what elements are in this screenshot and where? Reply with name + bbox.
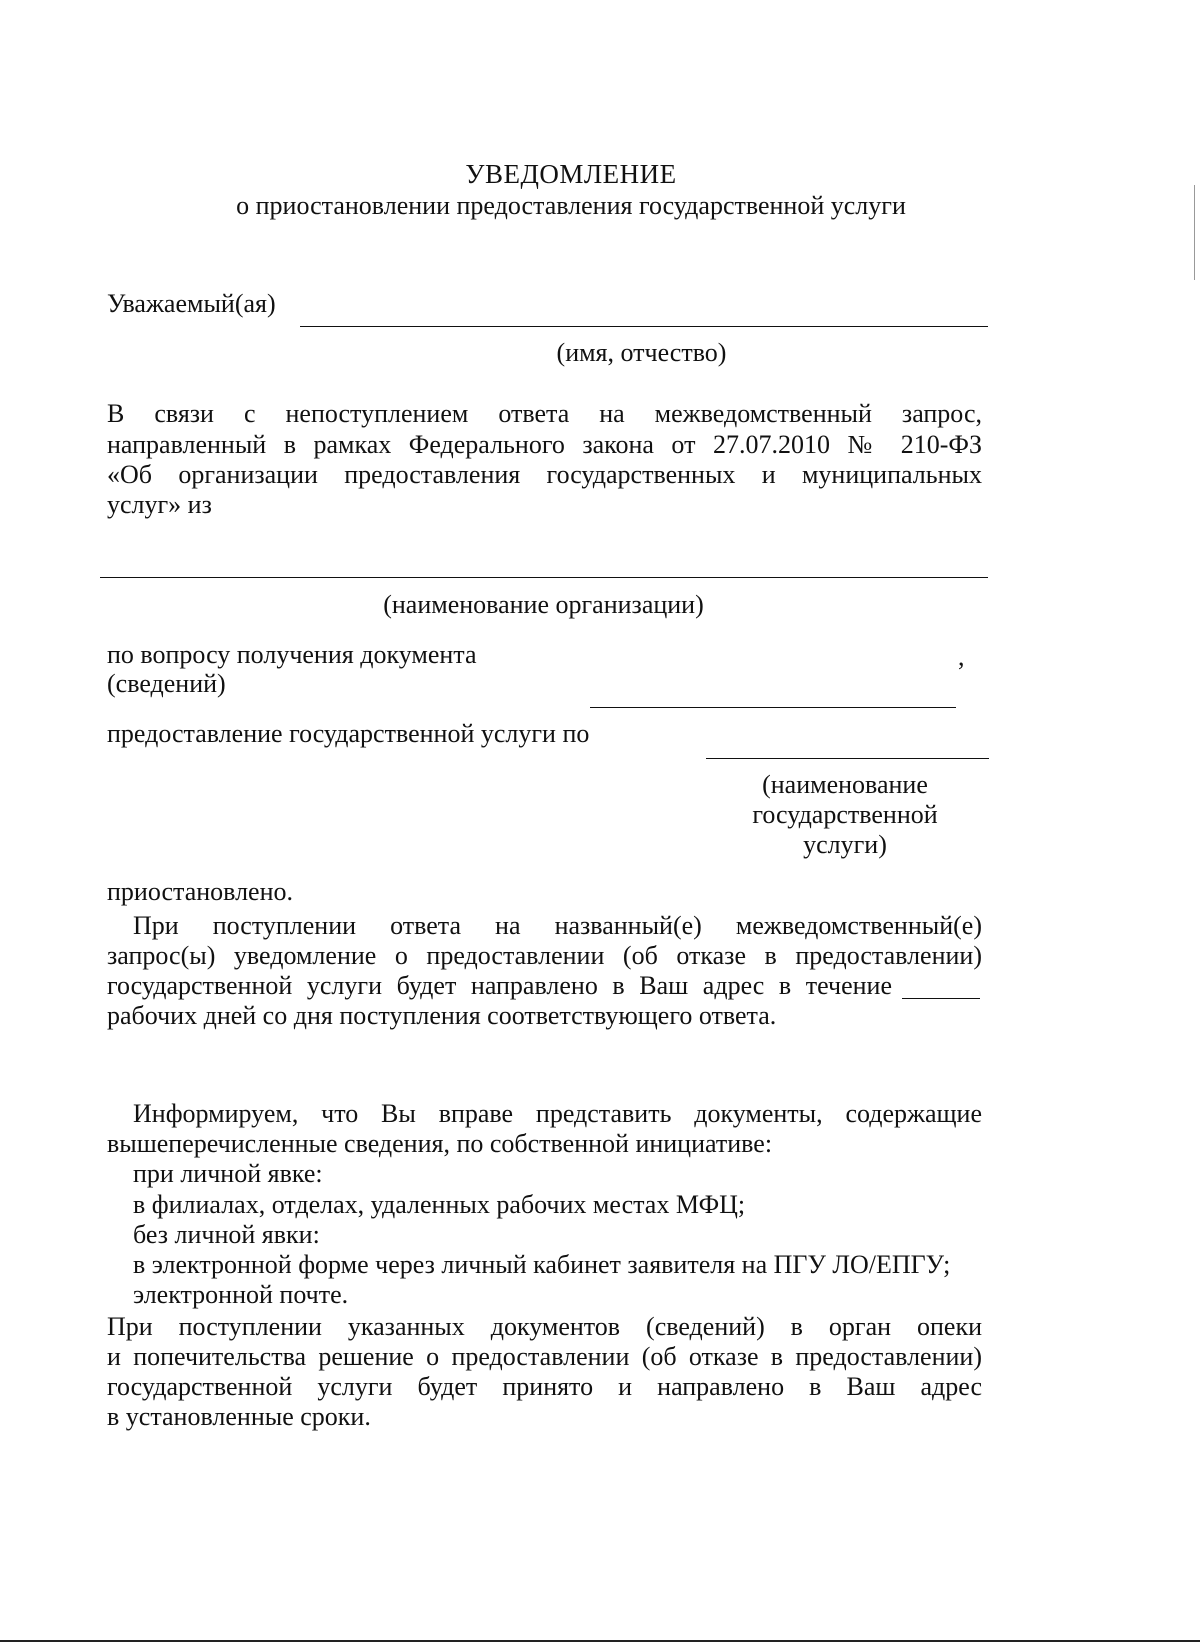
intro-line-2: направленный в рамках Федерального закона от 27.07.2010 № 210-ФЗ [107, 430, 982, 459]
intro-line-3: «Об организации предоставления государственных и муниципальных [107, 460, 982, 489]
inform-item-4: в электронной форме через личный кабинет заявителя на ПГУ ЛО/ЕПГУ; [133, 1250, 951, 1279]
suspended-line-4: рабочих дней со дня поступления соответствующего ответа. [107, 1001, 777, 1030]
service-caption-3: услуги) [803, 830, 887, 859]
service-blank-line [706, 758, 989, 759]
greeting-label: Уважаемый(ая) [107, 289, 276, 318]
document-request-line-1: по вопросу получения документа [107, 640, 477, 669]
organization-blank-line [100, 577, 988, 578]
document-request-comma: , [958, 642, 965, 671]
name-caption: (имя, отчество) [556, 338, 727, 367]
document-title: УВЕДОМЛЕНИЕ [465, 159, 677, 189]
inform-item-1: при личной явке: [133, 1159, 323, 1188]
suspended-text: приостановлено. [107, 877, 294, 906]
suspended-line-1: При поступлении ответа на названный(е) межведомственный(е) [133, 911, 982, 940]
closing-line-4: в установленные сроки. [107, 1402, 371, 1431]
closing-line-2: и попечительства решение о предоставлении (об отказе в предоставлении) [107, 1342, 982, 1371]
organization-caption: (наименование организации) [383, 590, 704, 619]
name-blank-line [300, 326, 988, 327]
closing-line-3: государственной услуги будет принято и направлено в Ваш адрес [107, 1372, 982, 1401]
days-blank-line [902, 998, 980, 999]
scan-right-edge-mark [1194, 185, 1195, 280]
inform-item-3: без личной явки: [133, 1220, 320, 1249]
suspended-line-3: государственной услуги будет направлено в Ваш адрес в течение [107, 971, 892, 1000]
inform-item-5: электронной почте. [133, 1280, 349, 1309]
scan-bottom-edge [0, 1640, 1200, 1642]
intro-line-1: В связи с непоступлением ответа на межведомственный запрос, [107, 399, 982, 428]
inform-line-2: вышеперечисленные сведения, по собственной инициативе: [107, 1129, 773, 1158]
service-caption-1: (наименование [762, 770, 928, 799]
suspended-line-2: запрос(ы) уведомление о предоставлении (об отказе в предоставлении) [107, 941, 982, 970]
service-caption-2: государственной [752, 800, 938, 829]
document-blank-line [590, 707, 956, 708]
service-label: предоставление государственной услуги по [107, 719, 590, 748]
closing-line-1: При поступлении указанных документов (сведений) в орган опеки [107, 1312, 982, 1341]
intro-line-4: услуг» из [107, 490, 212, 519]
document-request-line-2: (сведений) [107, 669, 226, 698]
inform-line-1: Информируем, что Вы вправе представить документы, содержащие [133, 1099, 982, 1128]
inform-item-2: в филиалах, отделах, удаленных рабочих местах МФЦ; [133, 1190, 746, 1219]
document-subtitle: о приостановлении предоставления государственной услуги [236, 191, 906, 220]
